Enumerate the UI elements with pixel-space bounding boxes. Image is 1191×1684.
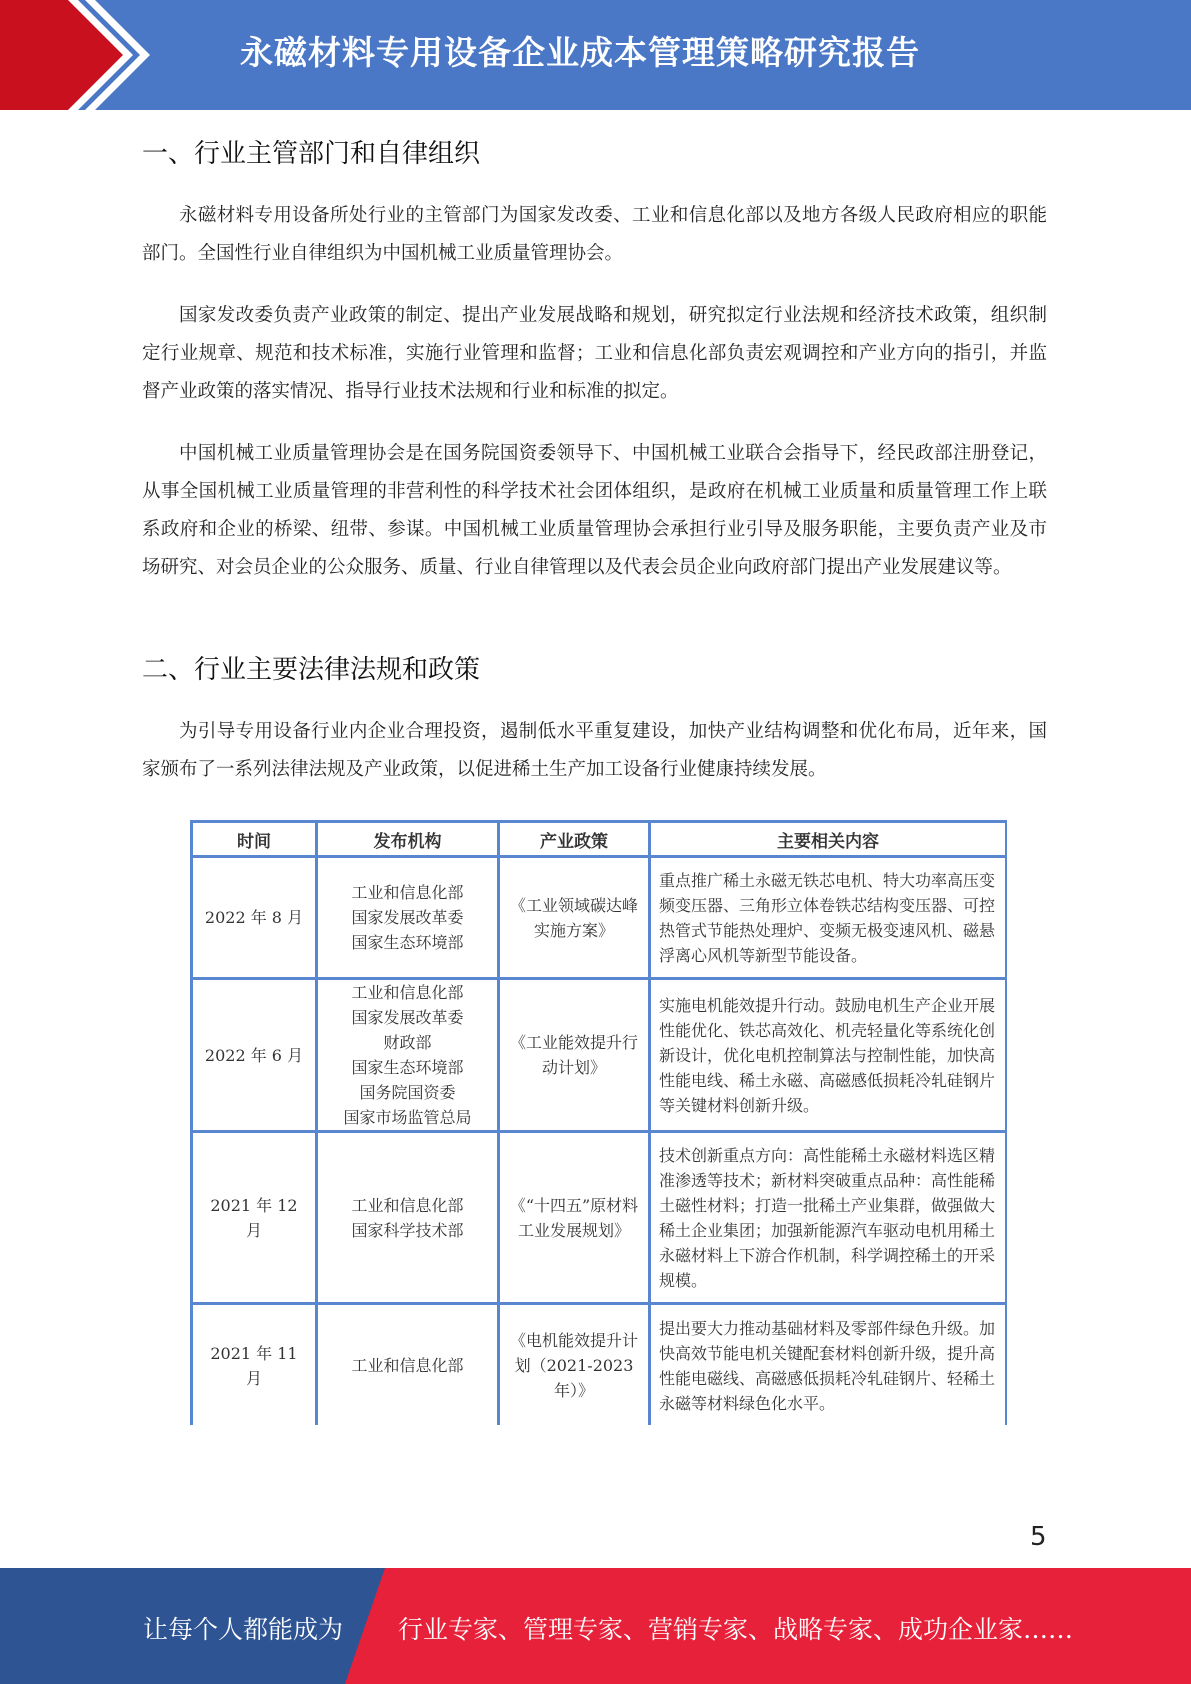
- column-header-time: 时间: [192, 822, 317, 857]
- cell-content: 重点推广稀土永磁无铁芯电机、特大功率高压变频变压器、三角形立体卷铁芯结构变压器、可控热管式节能热处理炉、变频无极变速风机、磁悬浮离心风机等新型节能设备。: [650, 857, 1007, 979]
- paragraph: 中国机械工业质量管理协会是在国务院国资委领导下、中国机械工业联合会指导下，经民政部注册登记，从事全国机械工业质量管理的非营利性的科学技术社会团体组织，是政府在机械工业质量和质量管理工作上联系政府和企业的桥梁、纽带、参谋。中国机械工业质量管理协会承担行业引导及服务职能，主要负责产业及市场研究、对会员企业的公众服务、质量、行业自律管理以及代表会员企业向政府部门提出产业发展建议等。: [142, 443, 1047, 578]
- table-row: [192, 1304, 1007, 1426]
- page-footer: [0, 1568, 1191, 1684]
- column-header-policy: 产业政策: [499, 822, 650, 857]
- policy-table-container: [190, 820, 1007, 1425]
- cell-policy: 《“十四五”原材料工业发展规划》: [499, 1132, 650, 1304]
- table-header-row: [192, 822, 1007, 857]
- cell-org: 工业和信息化部: [317, 1304, 499, 1426]
- cell-content: 实施电机能效提升行动。鼓励电机生产企业开展性能优化、铁芯高效化、机壳轻量化等系统化创新设计，优化电机控制算法与控制性能，加快高性能电线、稀土永磁、高磁感低损耗冷轧硅钢片等关键材料创新升级。: [650, 979, 1007, 1132]
- paragraph: 国家发改委负责产业政策的制定、提出产业发展战略和规划，研究拟定行业法规和经济技术政策，组织制定行业规章、规范和技术标准，实施行业管理和监督；工业和信息化部负责宏观调控和产业方向的指引，并监督产业政策的落实情况、指导行业技术法规和行业和标准的拟定。: [142, 305, 1047, 402]
- cell-org: 工业和信息化部 国家发展改革委 财政部 国家生态环境部 国务院国资委 国家市场监管总局: [317, 979, 499, 1132]
- column-header-org: 发布机构: [317, 822, 499, 857]
- paragraph: 永磁材料专用设备所处行业的主管部门为国家发改委、工业和信息化部以及地方各级人民政府相应的职能部门。全国性行业自律组织为中国机械工业质量管理协会。: [142, 205, 1047, 264]
- cell-org: 工业和信息化部 国家科学技术部: [317, 1132, 499, 1304]
- table-row: [192, 979, 1007, 1132]
- cell-policy: 《工业领域碳达峰实施方案》: [499, 857, 650, 979]
- cell-policy: 《电机能效提升计划（2021-2023年）》: [499, 1304, 650, 1426]
- page-header: [0, 0, 1191, 110]
- cell-time: 2022 年 6 月: [192, 979, 317, 1132]
- cell-content: 提出要大力推动基础材料及零部件绿色升级。加快高效节能电机关键配套材料创新升级，提升高性能电磁线、高磁感低损耗冷轧硅钢片、轻稀土永磁等材料绿色化水平。: [650, 1304, 1007, 1426]
- section-heading-1: 一、行业主管部门和自律组织: [142, 139, 481, 169]
- page-number: 5: [1030, 1522, 1047, 1552]
- report-title: 永磁材料专用设备企业成本管理策略研究报告: [240, 33, 920, 72]
- footer-slogan-left: 让每个人都能成为: [143, 1615, 344, 1644]
- cell-org: 工业和信息化部 国家发展改革委 国家生态环境部: [317, 857, 499, 979]
- cell-policy: 《工业能效提升行动计划》: [499, 979, 650, 1132]
- cell-time: 2022 年 8 月: [192, 857, 317, 979]
- footer-slogan-right: 行业专家、管理专家、营销专家、战略专家、成功企业家……: [398, 1615, 1074, 1644]
- table-row: [192, 1132, 1007, 1304]
- paragraph: 为引导专用设备行业内企业合理投资，遏制低水平重复建设，加快产业结构调整和优化布局，近年来，国家颁布了一系列法律法规及产业政策，以促进稀土生产加工设备行业健康持续发展。: [142, 721, 1047, 780]
- column-header-content: 主要相关内容: [650, 822, 1007, 857]
- table-row: [192, 857, 1007, 979]
- policy-table: [190, 820, 1007, 1425]
- cell-time: 2021 年 12 月: [192, 1132, 317, 1304]
- cell-time: 2021 年 11 月: [192, 1304, 317, 1426]
- section-heading-2: 二、行业主要法律法规和政策: [142, 655, 481, 685]
- cell-content: 技术创新重点方向：高性能稀土永磁材料选区精准渗透等技术；新材料突破重点品种：高性能稀土磁性材料；打造一批稀土产业集群，做强做大稀土企业集团；加强新能源汽车驱动电机用稀土永磁材料上下游合作机制，科学调控稀土的开采规模。: [650, 1132, 1007, 1304]
